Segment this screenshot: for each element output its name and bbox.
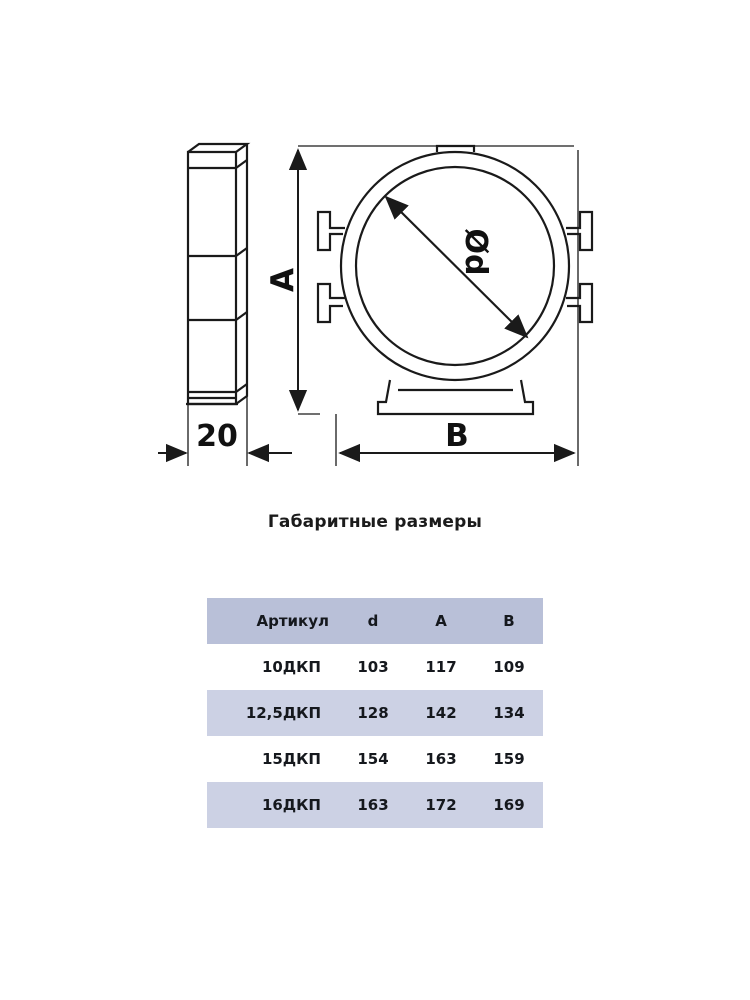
width-20-label: 20 xyxy=(196,419,238,454)
height-label: A xyxy=(265,268,301,292)
cell-b: 159 xyxy=(493,750,525,768)
table-row xyxy=(207,690,543,736)
column-header-article: Артикул xyxy=(256,612,329,630)
cell-b: 109 xyxy=(493,658,525,676)
cell-a: 117 xyxy=(425,658,457,676)
cell-article: 10ДКП xyxy=(261,658,321,676)
width-b-label: B xyxy=(445,418,469,454)
cell-a: 163 xyxy=(425,750,457,768)
column-header-a: A xyxy=(435,612,447,630)
cell-b: 169 xyxy=(493,796,525,814)
cell-d: 103 xyxy=(357,658,389,676)
table-row xyxy=(207,736,543,782)
cell-d: 163 xyxy=(357,796,389,814)
side-view xyxy=(186,144,247,404)
cell-a: 142 xyxy=(425,704,457,722)
dimensions-table xyxy=(207,598,543,828)
cell-a: 172 xyxy=(425,796,457,814)
column-header-b: B xyxy=(503,612,515,630)
table-header-row xyxy=(207,598,543,644)
cell-article: 15ДКП xyxy=(261,750,321,768)
column-header-d: d xyxy=(367,612,379,630)
diameter-dimension xyxy=(386,197,527,337)
cell-article: 12,5ДКП xyxy=(245,704,321,722)
dimensions-table-wrapper xyxy=(207,598,543,828)
figure-caption: Габаритные размеры xyxy=(267,512,483,532)
front-view xyxy=(318,146,592,414)
height-dimension xyxy=(298,146,574,414)
table-row xyxy=(207,644,543,690)
diameter-label: Ød xyxy=(458,228,493,276)
cell-b: 134 xyxy=(493,704,525,722)
cell-d: 128 xyxy=(357,704,389,722)
cell-article: 16ДКП xyxy=(261,796,321,814)
cell-d: 154 xyxy=(357,750,389,768)
table-row xyxy=(207,782,543,828)
